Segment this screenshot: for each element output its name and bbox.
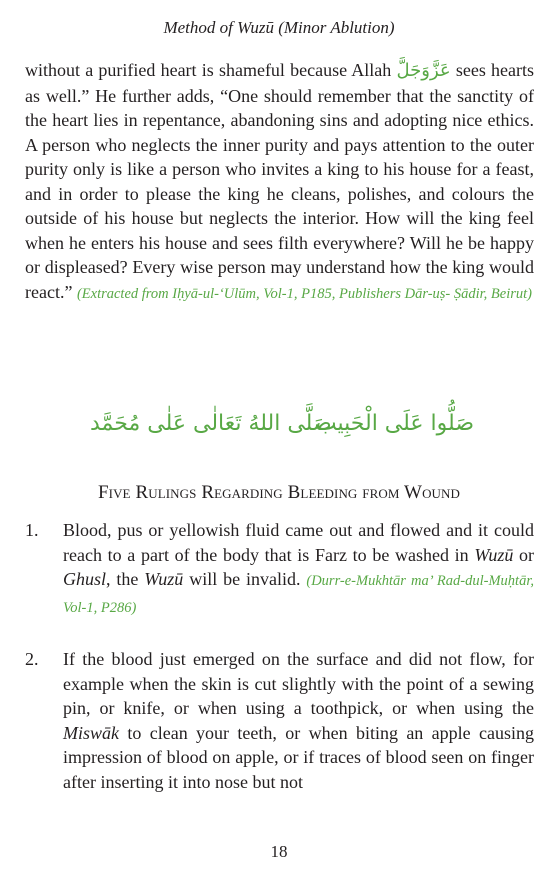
italic-term: Ghusl	[63, 569, 107, 589]
item-text	[63, 518, 534, 620]
text-run: to clean your teeth, or when biting an apple causing impression of blood on apple, or if traces of blood seen on finger after inserting it into nose but not	[63, 722, 534, 792]
arabic-honorific: عَزَّوَجَلَّ	[396, 60, 451, 81]
item-text	[63, 647, 534, 794]
salat-phrase-1: صَلُّوا عَلَى الْحَبِيب	[315, 411, 474, 436]
item-number: 1.	[25, 520, 39, 540]
text-run: , the	[106, 569, 145, 589]
running-header: Method of Wuzū (Minor Ablution)	[163, 18, 395, 37]
text-run: or	[513, 544, 534, 565]
page-number: 18	[270, 842, 288, 861]
ruling-item-1	[25, 518, 534, 620]
text-run: If the blood just emerged on the surface and did not flow, for example when the skin is cut slightly with the point of a sewing pin, or knife, or when using a toothpick, or when using the	[63, 649, 534, 718]
text-run: will be invalid.	[183, 569, 307, 589]
ruling-item-2	[25, 647, 534, 794]
italic-term: Wuzū	[474, 544, 514, 565]
item-citation: (Durr-e-Mukhtār ma’ Rad-dul-Muḥtār, Vol-1, P286)	[63, 573, 534, 616]
italic-term: Miswāk	[63, 722, 119, 743]
italic-term: Wuzū	[144, 569, 184, 589]
intro-paragraph	[25, 58, 534, 306]
intro-text-main: sees hearts as well.” He further adds, “One should remember that the sanctity of the heart lies in repentance, abandoning sins and adopting nice ethics. A person who neglects the inner purity and pays attention to the outer purity only is like a person who invites a king to his house for a feast, and in order to please the king he cleans, polishes, and colours the outside of his house but neglects the interior. How will the king feel when he enters his house and sees filth everywhere? Will he be happy or displeased? Every wise person may understand how the king would react.”	[25, 60, 535, 302]
intro-citation: (Extracted from Iḥyā-ul-‘Ulūm, Vol-1, P185, Publishers Dār-uṣ- Ṣādir, Beirut)	[76, 285, 533, 302]
item-number: 2.	[25, 649, 39, 669]
text-run: Blood, pus or yellowish fluid came out and flowed and it could reach to a part of the body that is Farz to be washed in	[63, 520, 534, 565]
salat-line	[25, 407, 534, 447]
salat-phrase-2: صَلَّى اللهُ تَعَالٰى عَلٰى مُحَمَّد	[90, 411, 332, 436]
section-heading: Five Rulings Regarding Bleeding from Wound	[97, 482, 461, 503]
intro-text-start: without a purified heart is shameful because Allah	[25, 60, 397, 80]
